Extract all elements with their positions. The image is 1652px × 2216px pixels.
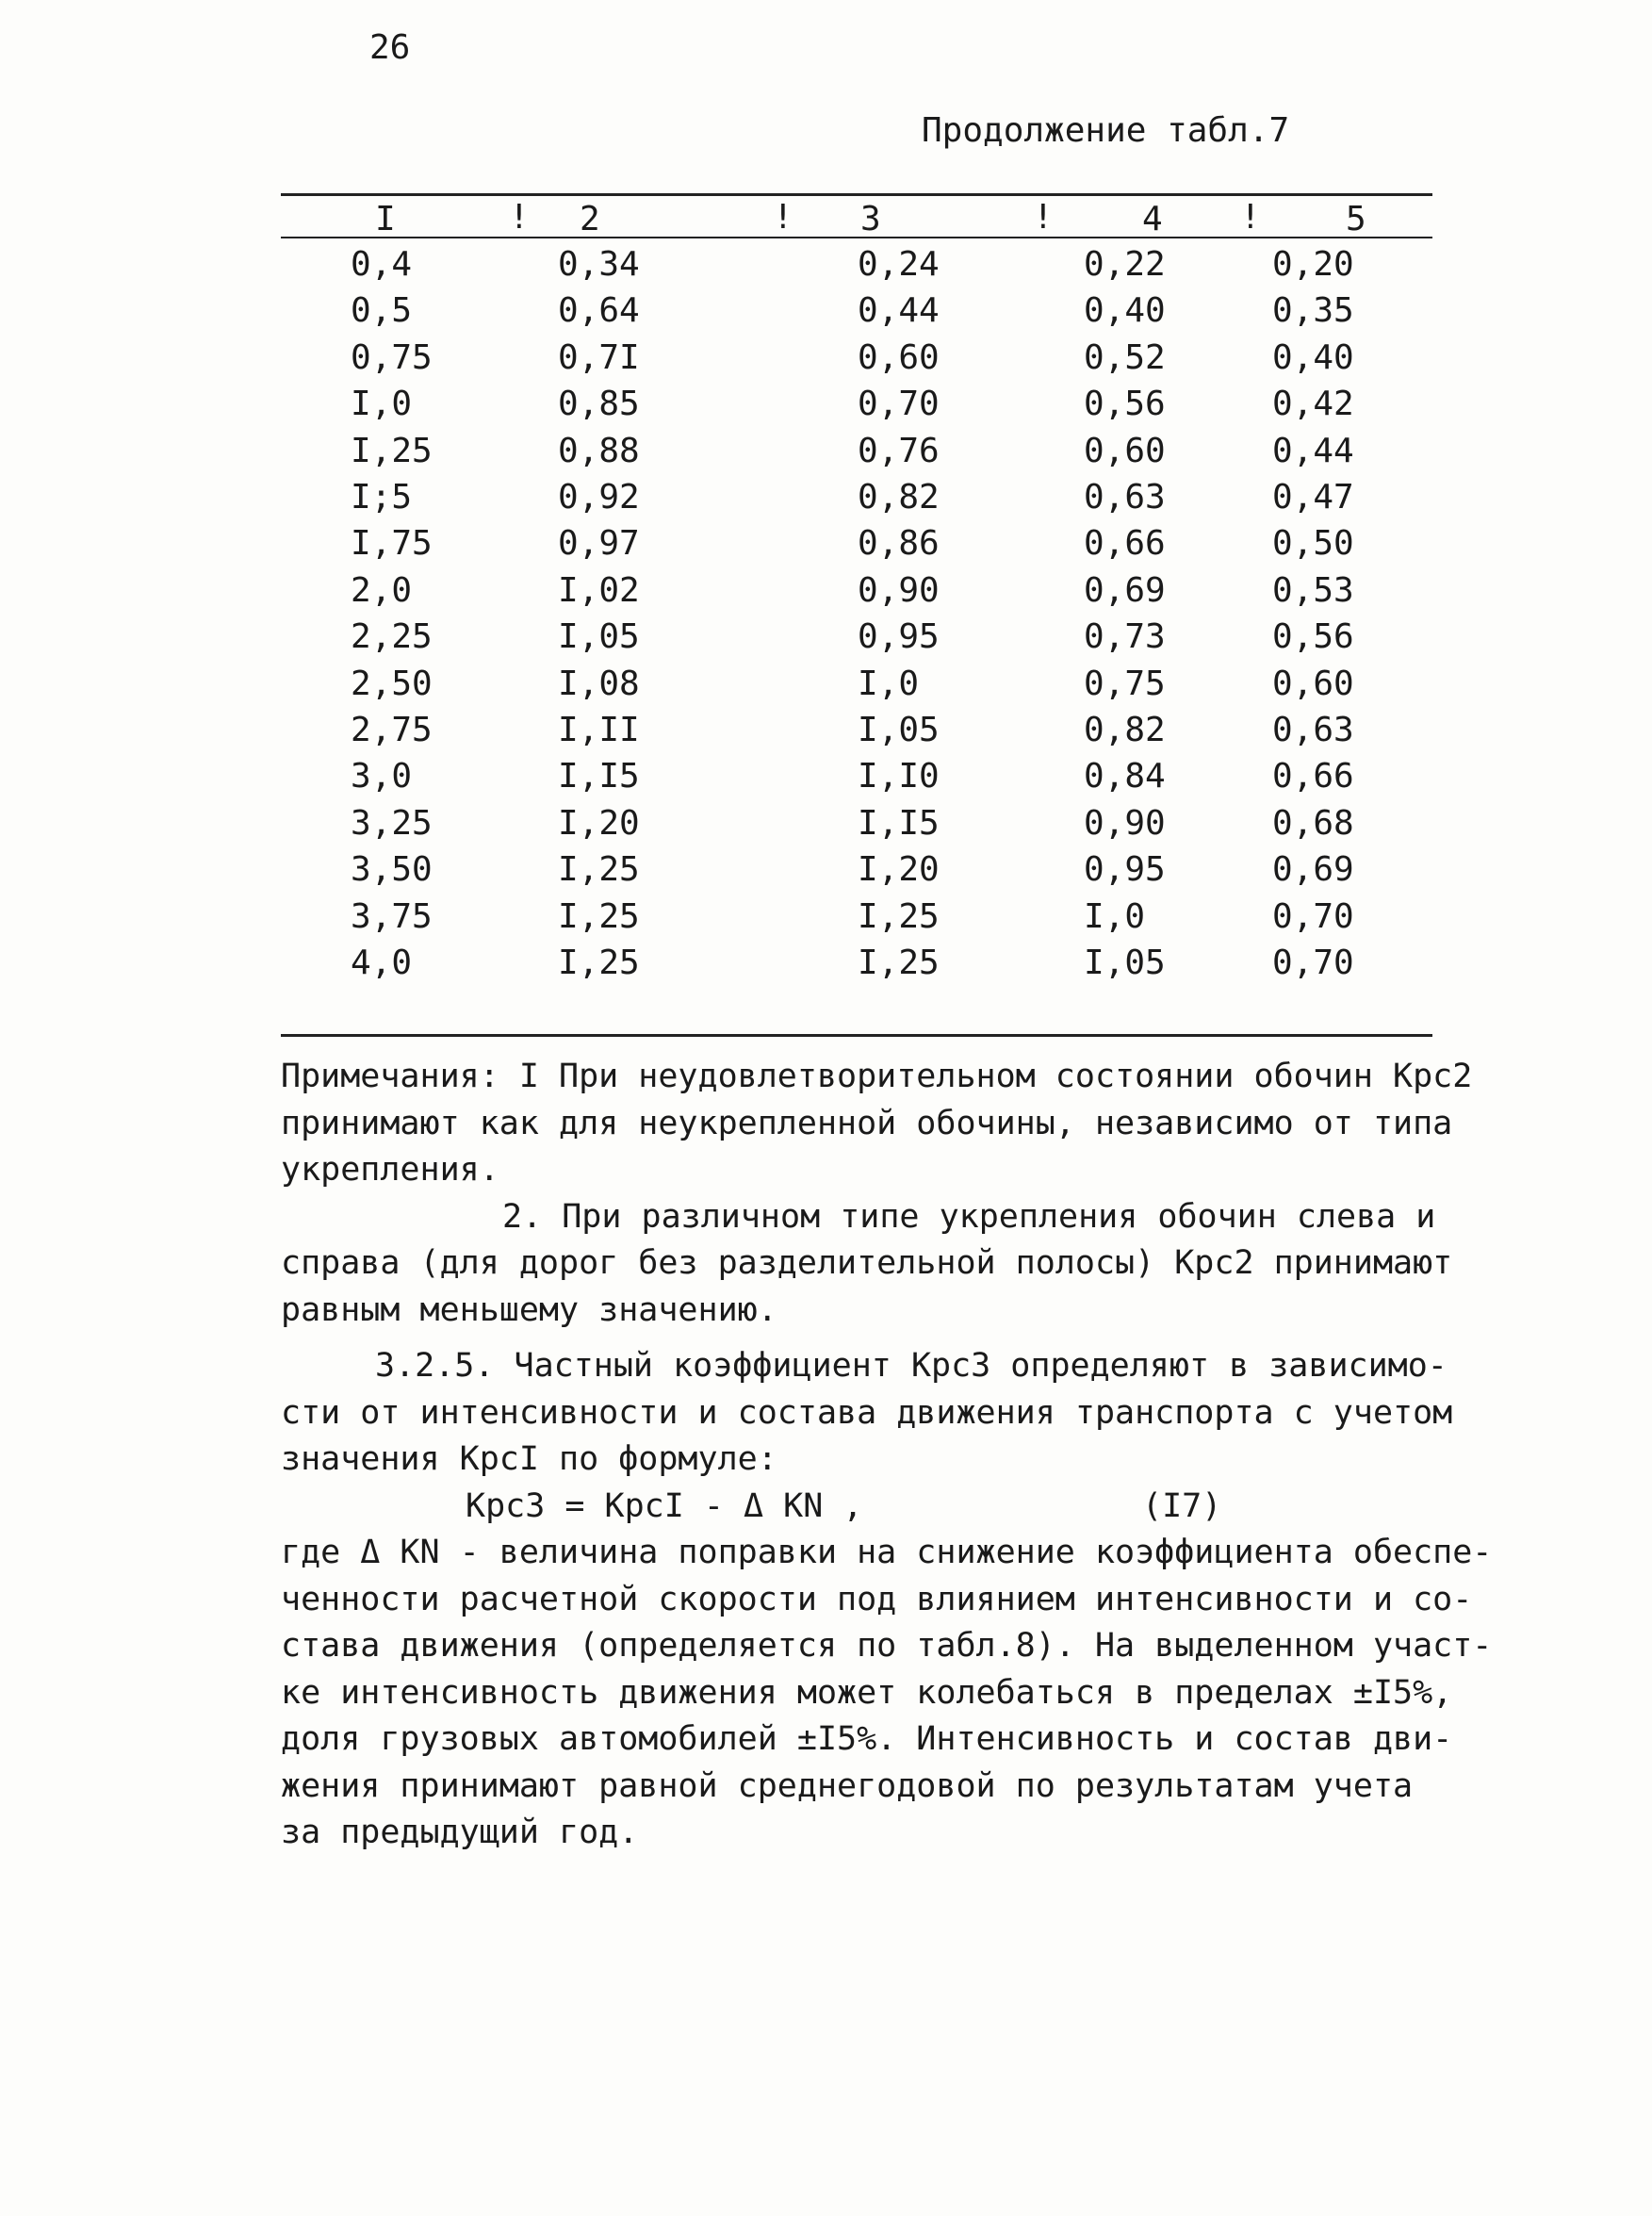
table-cell: 3,50 <box>351 850 433 890</box>
table-cell: 0,73 <box>1084 617 1166 657</box>
paragraph-line: жения принимают равной среднегодовой по результатам учета <box>281 1766 1414 1805</box>
page-number: 26 <box>369 28 411 67</box>
table-cell: 0,70 <box>1272 896 1354 936</box>
note-1-line: принимают как для неукрепленной обочины, независимо от типа <box>281 1104 1453 1142</box>
table-cell: 0,34 <box>558 245 640 284</box>
paragraph-line: ке интенсивность движения может колебаться в пределах ±I5%, <box>281 1673 1453 1712</box>
column-header-4: 4 <box>1142 200 1163 238</box>
table-cell: 3,0 <box>351 757 413 796</box>
table-cell: 0,40 <box>1084 291 1166 331</box>
table-cell: 0,82 <box>858 478 940 517</box>
table-cell: I;5 <box>351 478 413 517</box>
table-cell: 0,68 <box>1272 803 1354 843</box>
table-cell: 0,82 <box>1084 711 1166 749</box>
table-cell: 2,25 <box>351 617 433 657</box>
note-2-line: 2. При различном типе укрепления обочин слева и <box>502 1197 1436 1236</box>
column-separator: ! <box>1240 198 1261 237</box>
table-cell: 0,22 <box>1084 245 1166 284</box>
table-cell: 0,66 <box>1272 757 1354 796</box>
table-cell: 3,25 <box>351 803 433 843</box>
table-cell: 0,86 <box>858 524 940 564</box>
table-cell: 2,75 <box>351 711 433 749</box>
notes-section <box>281 1054 1493 1857</box>
table-cell: 2,50 <box>351 664 433 703</box>
table-cell: 0,95 <box>1084 850 1166 890</box>
table-cell: 0,20 <box>1272 245 1354 284</box>
table-cell: 0,70 <box>858 385 940 424</box>
table-cell: 0,42 <box>1272 385 1354 424</box>
table-cell: I,08 <box>558 664 640 703</box>
table-cell: 0,75 <box>351 337 433 377</box>
table-cell: I,25 <box>858 944 940 982</box>
formula-number: (I7) <box>1142 1486 1222 1525</box>
table-cell: 0,56 <box>1084 385 1166 424</box>
table-cell: 0,90 <box>858 570 940 610</box>
note-1-line: Примечания: I При неудовлетворительном состоянии обочин Крс2 <box>281 1058 1473 1095</box>
column-header-2: 2 <box>580 200 600 238</box>
table-cell: 0,50 <box>1272 524 1354 564</box>
table-cell: I,25 <box>558 944 640 982</box>
table-cell: 0,63 <box>1272 711 1354 749</box>
table-cell: 0,88 <box>558 431 640 470</box>
table-cell: 0,70 <box>1272 944 1354 982</box>
formula <box>281 1484 1449 1531</box>
table-cell: 0,44 <box>858 291 940 331</box>
table-cell: 0,75 <box>1084 664 1166 703</box>
table-cell: 0,97 <box>558 524 640 564</box>
table-cell: 0,66 <box>1084 524 1166 564</box>
table-cell: I,02 <box>558 570 640 610</box>
table-cell: 0,40 <box>1272 337 1354 377</box>
table-cell: 0,47 <box>1272 478 1354 517</box>
note-2-line: равным меньшему значению. <box>281 1290 777 1329</box>
table-cell: 0,60 <box>1084 431 1166 470</box>
table-cell: 0,64 <box>558 291 640 331</box>
table-cell: I,20 <box>558 803 640 843</box>
table-cell: 0,85 <box>558 385 640 424</box>
table-cell: 0,92 <box>558 478 640 517</box>
table-cell: I,20 <box>858 850 940 890</box>
table-cell: 0,84 <box>1084 757 1166 796</box>
table-cell: I,0 <box>351 385 413 424</box>
table-bottom-rule <box>281 1034 1432 1037</box>
section-line: сти от интенсивности и состава движения транспорта с учетом <box>281 1393 1453 1432</box>
table-cell: 0,35 <box>1272 291 1354 331</box>
table-cell: I,25 <box>858 896 940 936</box>
column-separator: ! <box>773 198 793 237</box>
table-cell: 0,53 <box>1272 570 1354 610</box>
table-cell: I,05 <box>858 711 940 749</box>
column-separator: ! <box>1033 198 1054 237</box>
table-cell: 0,52 <box>1084 337 1166 377</box>
table-cell: 0,69 <box>1084 570 1166 610</box>
table-cell: I,0 <box>858 664 920 703</box>
table-cell: I,0 <box>1084 896 1146 936</box>
table-cell: I,I5 <box>558 757 640 796</box>
paragraph-line: доля грузовых автомобилей ±I5%. Интенсивность и состав дви- <box>281 1720 1453 1758</box>
table-cell: 4,0 <box>351 944 413 982</box>
table-cell: I,05 <box>1084 944 1166 982</box>
table-cell: 0,69 <box>1272 850 1354 890</box>
table-cell: 2,0 <box>351 570 413 610</box>
paragraph-line: става движения (определяется по табл.8). На выделенном участ- <box>281 1627 1493 1665</box>
paragraph-line: за предыдущий год. <box>281 1814 639 1851</box>
column-header-3: 3 <box>860 200 881 238</box>
table-cell: 0,24 <box>858 245 940 284</box>
table-cell: 0,60 <box>1272 664 1354 703</box>
paragraph-line: где Δ КN - величина поправки на снижение коэффициента обеспе- <box>281 1534 1493 1571</box>
table-top-rule <box>281 193 1432 196</box>
table-cell: I,25 <box>558 850 640 890</box>
note-2-line: справа (для дорог без разделительной полосы) Крс2 принимают <box>281 1244 1453 1282</box>
table-cell: I,75 <box>351 524 433 564</box>
table-cell: 0,90 <box>1084 803 1166 843</box>
table-cell: 0,56 <box>1272 617 1354 657</box>
table-cell: I,25 <box>351 431 433 470</box>
table-cell: 0,7I <box>558 337 640 377</box>
table-header-rule <box>281 237 1432 238</box>
table-cell: I,II <box>558 711 640 749</box>
section-line: значения КрсI по формуле: <box>281 1440 777 1478</box>
column-separator: ! <box>509 198 530 237</box>
paragraph-line: ченности расчетной скорости под влиянием интенсивности и со- <box>281 1580 1473 1618</box>
table-cell: I,I0 <box>858 757 940 796</box>
table-cell: 0,63 <box>1084 478 1166 517</box>
table-cell: 0,60 <box>858 337 940 377</box>
table-cell: 0,4 <box>351 245 413 284</box>
table-cell: 0,95 <box>858 617 940 657</box>
table-cell: I,25 <box>558 896 640 936</box>
table-cell: 0,44 <box>1272 431 1354 470</box>
table-cell: 3,75 <box>351 896 433 936</box>
section-line: 3.2.5. Частный коэффициент Крс3 определяют в зависимо- <box>375 1347 1448 1385</box>
table-cell: 0,76 <box>858 431 940 470</box>
table-cell: 0,5 <box>351 291 413 331</box>
table-caption: Продолжение табл.7 <box>922 111 1290 150</box>
table-cell: I,I5 <box>858 803 940 843</box>
note-1-line: укрепления. <box>281 1151 499 1189</box>
column-header-1: I <box>375 200 396 238</box>
formula-text: Крс3 = КрсI - Δ КN , <box>466 1486 863 1525</box>
table-cell: I,05 <box>558 617 640 657</box>
column-header-5: 5 <box>1346 200 1366 238</box>
